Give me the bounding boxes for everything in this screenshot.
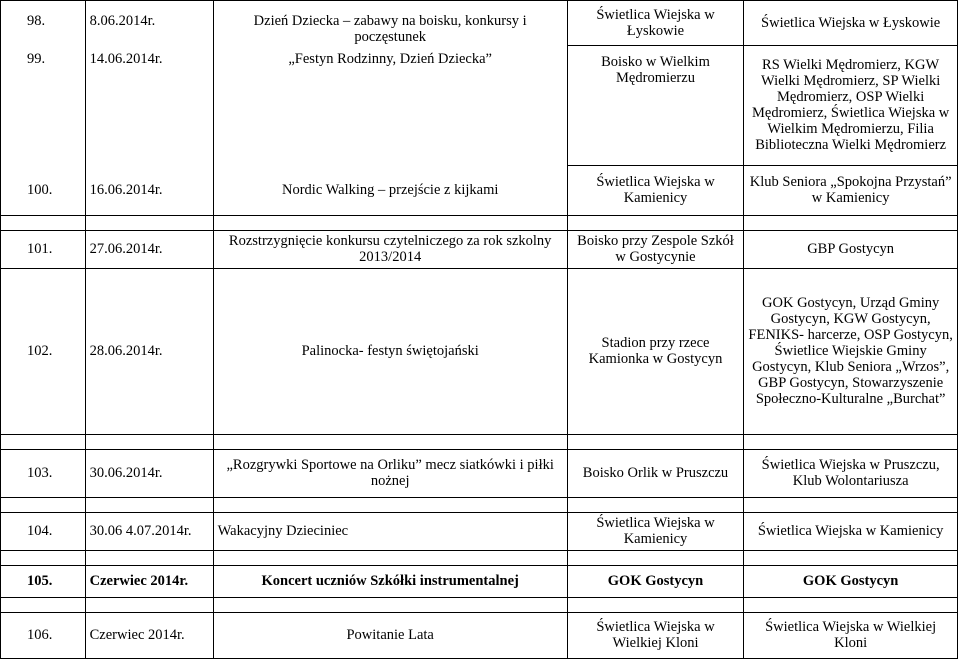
row-number: 98.: [1, 1, 86, 46]
table-row: [1, 449, 958, 497]
row-event: „Rozgrywki Sportowe na Orliku” mecz siatkówki i piłki nożnej: [213, 449, 567, 497]
row-event: Palinocka- festyn świętojański: [213, 268, 567, 434]
row-date: 14.06.2014r.: [85, 45, 213, 165]
row-organizers: Świetlica Wiejska w Wielkiej Kloni: [744, 612, 958, 658]
row-number: 104.: [1, 512, 86, 550]
row-number: 102.: [1, 268, 86, 434]
row-organizers: Świetlica Wiejska w Pruszczu, Klub Wolontariusza: [744, 449, 958, 497]
row-number: 100.: [1, 165, 86, 215]
row-event: Wakacyjny Dzieciniec: [213, 512, 567, 550]
row-event: Nordic Walking – przejście z kijkami: [213, 165, 567, 215]
row-place: Stadion przy rzece Kamionka w Gostycyn: [567, 268, 744, 434]
table-row: [1, 165, 958, 215]
table-row: [1, 268, 958, 434]
row-organizers: Świetlica Wiejska w Łyskowie: [744, 1, 958, 46]
row-place: GOK Gostycyn: [567, 565, 744, 597]
row-organizers: Klub Seniora „Spokojna Przystań” w Kamienicy: [744, 165, 958, 215]
table-row: [1, 230, 958, 268]
row-number: 105.: [1, 565, 86, 597]
row-date: 28.06.2014r.: [85, 268, 213, 434]
row-date: 16.06.2014r.: [85, 165, 213, 215]
row-date: Czerwiec 2014r.: [85, 612, 213, 658]
row-place: Świetlica Wiejska w Kamienicy: [567, 512, 744, 550]
row-organizers: GBP Gostycyn: [744, 230, 958, 268]
row-number: 106.: [1, 612, 86, 658]
row-place: Boisko w Wielkim Mędromierzu: [567, 45, 744, 165]
table-row: [1, 512, 958, 550]
row-organizers: GOK Gostycyn, Urząd Gminy Gostycyn, KGW Gostycyn, FENIKS- harcerze, OSP Gostycyn, Świetlice Wiejskie Gminy Gostycyn, Klub Seniora „Wrzos”, GBP Gostycyn, Stowarzyszenie Społeczno-Kulturalne „Burchat”: [744, 268, 958, 434]
row-place: Świetlica Wiejska w Kamienicy: [567, 165, 744, 215]
row-date: Czerwiec 2014r.: [85, 565, 213, 597]
table-row: [1, 565, 958, 597]
row-date: 8.06.2014r.: [85, 1, 213, 46]
row-date: 30.06 4.07.2014r.: [85, 512, 213, 550]
row-place: Boisko przy Zespole Szkół w Gostycynie: [567, 230, 744, 268]
row-number: 101.: [1, 230, 86, 268]
table-row: [1, 45, 958, 165]
row-organizers: Świetlica Wiejska w Kamienicy: [744, 512, 958, 550]
row-date: 30.06.2014r.: [85, 449, 213, 497]
row-place: Boisko Orlik w Pruszczu: [567, 449, 744, 497]
row-event: Koncert uczniów Szkółki instrumentalnej: [213, 565, 567, 597]
row-number: 103.: [1, 449, 86, 497]
row-event: Rozstrzygnięcie konkursu czytelniczego za rok szkolny 2013/2014: [213, 230, 567, 268]
row-event: Dzień Dziecka – zabawy na boisku, konkursy i poczęstunek: [213, 1, 567, 46]
row-organizers: GOK Gostycyn: [744, 565, 958, 597]
row-place: Świetlica Wiejska w Wielkiej Kloni: [567, 612, 744, 658]
row-number: 99.: [1, 45, 86, 165]
table-row: [1, 1, 958, 46]
row-event: „Festyn Rodzinny, Dzień Dziecka”: [213, 45, 567, 165]
row-date: 27.06.2014r.: [85, 230, 213, 268]
row-place: Świetlica Wiejska w Łyskowie: [567, 1, 744, 46]
table-row: [1, 612, 958, 658]
row-event: Powitanie Lata: [213, 612, 567, 658]
row-organizers: RS Wielki Mędromierz, KGW Wielki Mędromierz, SP Wielki Mędromierz, OSP Wielki Mędromierz, Świetlica Wiejska w Wielkim Mędromierzu, Filia Biblioteczna Wielki Mędromierz: [744, 45, 958, 165]
